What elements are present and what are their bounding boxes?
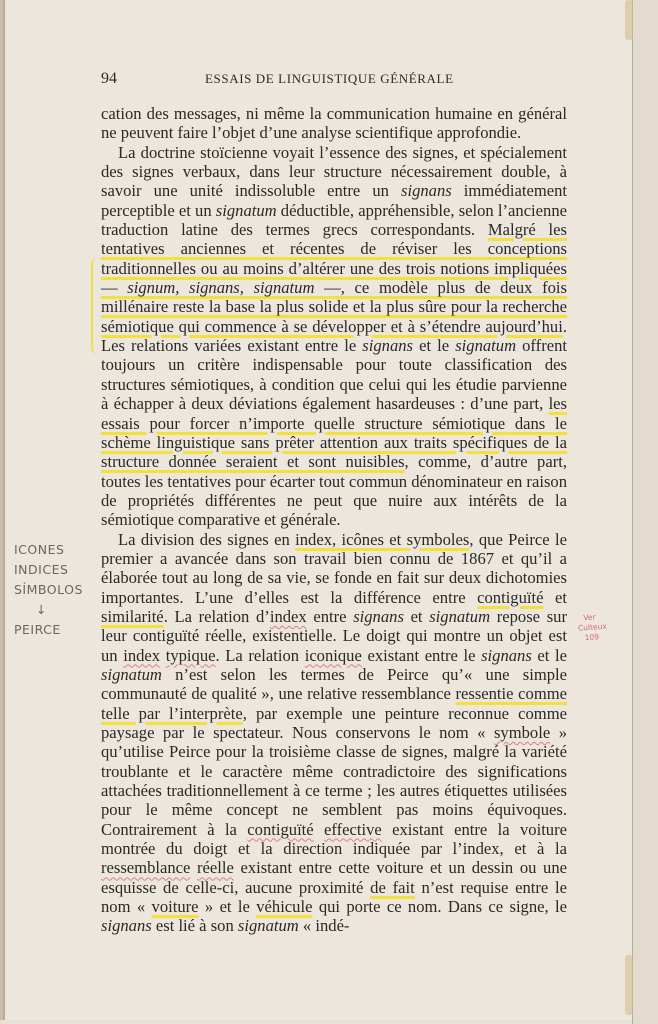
paragraph: La doctrine stoïcienne voyait l’essence des signes, et spécialement des signes verbaux, dans leur structure nécessairement double, à savoir une unité indissoluble entre un signans immédiatement perceptible et un signatum déductible, appréhensible, selon l’ancienne traduction latine des termes grecs correspondants. Malgré les tentatives anciennes et récentes de réviser les conceptions traditionnelles ou au moins d’altérer une des trois notions impliquées — signum, signans, signatum —, ce modèle plus de deux fois millénaire reste la base la plus solide et la plus sûre pour la recherche sémiotique qui commence à se développer et à s’étendre aujourd’hui. Les relations variées existant entre le signans et le signatum offrent toujours un critère indispensable pour toute classification des structures sémiotiques, à condition que celui qui les étudie parvienne à échapper à deux déviations également hasardeuses : d’une part, les essais pour forcer n’importe quelle structure sémiotique dans le schème linguistique sans prêter attention aux traits spécifiques de la structure donnée seraient et sont nuisibles, comme, d’autre part, toutes les tentatives pour écarter tout commun dénominateur en raison de propriétés différentes ne peut que nuire aux intérêts de la sémiotique comparative et générale.: [101, 142, 567, 530]
pen-underline: réelle: [197, 858, 234, 878]
page-stain: [625, 0, 633, 40]
handwritten-margin-note: ICONES INDICES SÍMBOLOS ↓ PEIRCE: [14, 540, 94, 640]
body-text: [101, 104, 567, 936]
highlighted-text: de fait: [370, 877, 415, 897]
highlighted-text: les essais pour forcer n’importe quelle structure sémiotique dans le schème linguistique sans prêter attention aux traits spécifiques de la structure donnée seraient et sont nuisibles: [101, 394, 567, 472]
highlighted-text: voiture: [151, 897, 199, 917]
highlighted-text: similarité: [101, 606, 164, 626]
pen-underline: iconique: [304, 645, 362, 665]
highlighted-text: véhicule: [256, 897, 313, 917]
paragraph: cation des messages, ni même la communication humaine en général ne peuvent faire l’objet d’une analyse scientifique approfondie.: [101, 104, 567, 143]
pen-underline: contiguïté: [247, 819, 314, 839]
down-arrow-icon: ↓: [36, 602, 47, 617]
highlight-margin-bracket: [91, 258, 101, 354]
page-stain: [625, 955, 633, 1015]
page-number: 94: [101, 70, 117, 87]
handwritten-reference-note: Ver Culteux 109: [577, 612, 608, 643]
highlighted-text: Malgré les tentatives anciennes et récentes de réviser les conceptions traditionnelles ou au moins d’altérer une des trois notions impliquées — signum, signans, signatum —, ce modèle plus de deux fois millénaire reste la base la plus solide et la plus sûre pour la recherche sémiotique qui commence à se développer et à s’étendre aujourd’hui: [101, 220, 567, 336]
highlighted-text: index, icônes et symboles: [295, 529, 470, 549]
paragraph: La division des signes en index, icônes et symboles, que Peirce le premier a avancée dans son travail bien connu de 1867 et qu’il a élaborée tout au long de sa vie, se fonde en fait sur deux dichotomies importantes. L’une d’elles est la différence entre contiguïté et similarité. La relation d’index entre signans et signatum repose sur leur contiguïté réelle, existentielle. Le doigt qui montre un objet est un index typique. La relation iconique existant entre le signans et le signatum n’est selon les termes de Peirce qu’« une simple communauté de qualité », une relative ressemblance ressentie comme telle par l’interprète, par exemple une peinture reconnue comme paysage par le spectateur. Nous conservons le nom « symbole » qu’utilise Peirce pour la troisième classe de signes, malgré la variété troublante et le caractère même contradictoire des significations attachées traditionnellement à ce terme ; les autres étiquettes utilisées pour le même concept ne semblent pas moins équivoques. Contrairement à la contiguïté effective existant entre la voiture montrée du doigt et la direction indiquée par l’index, et à la ressemblance réelle existant entre cette voiture et un dessin ou une esquisse de celle-ci, aucune proximité de fait n’est requise entre le nom « voiture » et le véhicule qui porte ce nom. Dans ce signe, le signans est lié à son signatum « indé-: [101, 529, 568, 936]
highlighted-text: contiguïté: [477, 587, 544, 607]
pen-underline: symbole: [493, 723, 551, 742]
pen-underline: index: [269, 606, 307, 626]
highlighted-text: ressentie comme telle par l’interprète: [101, 684, 567, 723]
next-page-edge: [632, 0, 658, 1024]
pen-underline: ressemblance: [101, 858, 191, 878]
running-head: ESSAIS DE LINGUISTIQUE GÉNÉRALE: [205, 71, 454, 86]
pen-underline: effective: [324, 819, 382, 839]
pen-underline: typique: [165, 645, 216, 665]
pen-underline: index: [123, 645, 161, 665]
